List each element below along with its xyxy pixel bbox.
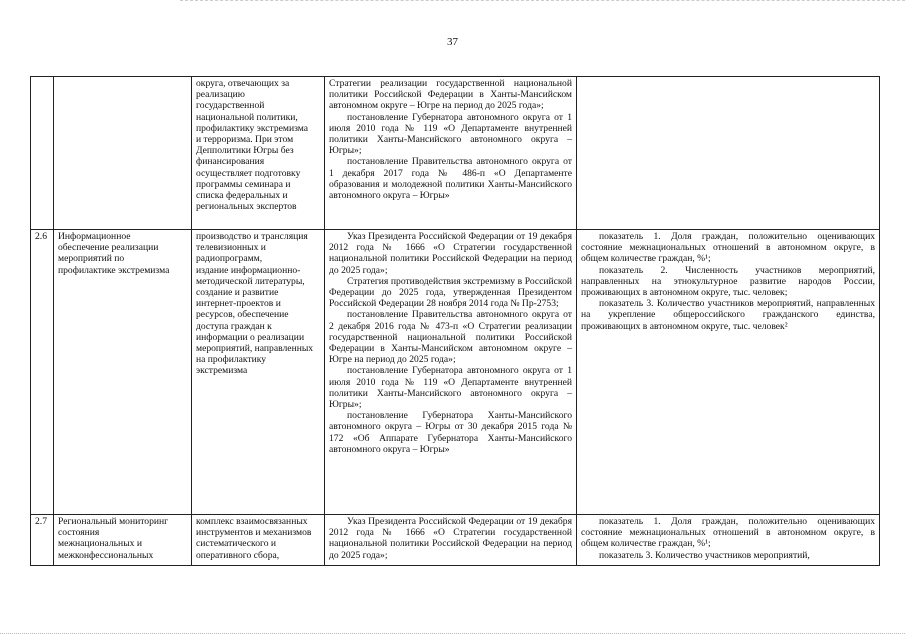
name-line: обеспечение реализации — [58, 242, 159, 254]
row-number: 2.6 — [35, 231, 47, 242]
basis-paragraph: постановление Правительства автономного округа от 2 декабря 2016 года № 473-п «О Стратегии реализации государственной национальной политики Российской Федерации в Ханты-Мансийском автономном округе – Югре на период до 2025 года»; — [329, 309, 572, 366]
basis-paragraph: Указ Президента Российской Федерации от 19 декабря 2012 года № 1666 «О Стратегии государственной национальной политики Российской Федерации на период до 2025 года»; — [329, 231, 572, 276]
basis-paragraph: постановление Губернатора автономного округа от 1 июля 2010 года № 119 «О Департаменте внутренней политики Ханты-Мансийского автономного округа – Югры»; — [329, 111, 572, 157]
page-number: 37 — [447, 36, 458, 48]
row-number: 2.7 — [35, 516, 47, 527]
mechanism-line: информации о реализации — [196, 331, 305, 343]
mechanism-line: на профилактику — [196, 354, 267, 366]
basis-paragraph: Стратегия противодействия экстремизму в Российской Федерации до 2025 года, утвержденная Президентом Российской Федерации 28 ноября 2014 года № Пр-2753; — [329, 275, 572, 310]
mechanism-line: государственной — [196, 100, 265, 112]
mechanism-line: мероприятий, направленных — [196, 343, 314, 355]
indicators-paragraph: показатель 1. Доля граждан, положительно оценивающих состояние межнациональных отношений в автономном округе, в общем количестве граждан, %¹; — [581, 231, 875, 265]
mechanism-line: производство и трансляция — [196, 231, 308, 242]
mechanism-line: телевизионных и — [196, 242, 266, 254]
mechanism-line: радиопрограмм, — [196, 253, 263, 265]
measure-name-cell — [54, 77, 192, 230]
table-row — [31, 515, 880, 566]
table-row — [31, 77, 880, 230]
mechanism-line: списка федеральных и — [196, 190, 288, 202]
measure-name-cell — [54, 230, 192, 515]
name-line: мероприятий по — [58, 253, 125, 265]
legal-basis-cell — [325, 230, 577, 515]
mechanism-line: ресурсов, обеспечение — [196, 309, 289, 321]
mechanism-line: экстремизма — [196, 365, 248, 377]
indicators-paragraph: показатель 3. Количество участников мероприятий, — [599, 549, 810, 561]
mechanism-line: и терроризма. При этом — [196, 134, 294, 146]
basis-paragraph: постановление Губернатора Ханты-Мансийского автономного округа – Югры от 30 декабря 2015 года № 172 «Об Аппарате Губернатора Ханты-Мансийского автономного округа – Югры» — [329, 410, 572, 455]
mechanism-line: профилактику экстремизма — [196, 122, 308, 134]
mechanism-line: осуществляет подготовку — [196, 167, 301, 179]
basis-paragraph: Указ Президента Российской Федерации от 19 декабря 2012 года № 1666 «О Стратегии государственной национальной политики Российской Федерации на период до 2025 года»; — [329, 516, 572, 561]
scan-edge-bottom — [0, 633, 905, 634]
name-line: состояния — [58, 527, 100, 539]
row-number-cell — [31, 77, 54, 230]
indicators-paragraph: показатель 3. Количество участников мероприятий, направленных на укрепление общероссийского гражданского единства, проживающих в автономном округе, тыс. человек² — [581, 298, 875, 332]
indicators-paragraph: показатель 1. Доля граждан, положительно оценивающих состояние межнациональных отношений в автономном округе, в общем количестве граждан, %¹; — [581, 516, 875, 550]
basis-paragraph: постановление Губернатора автономного округа от 1 июля 2010 года № 119 «О Департаменте внутренней политики Ханты-Мансийского автономного округа – Югры»; — [329, 365, 572, 411]
name-line: межконфессиональных — [58, 549, 154, 561]
mechanism-line: систематического и — [196, 538, 277, 550]
mechanism-line: оперативного сбора, — [196, 549, 280, 561]
mechanism-line: доступа граждан к — [196, 320, 272, 332]
mechanism-line: программы семинара и — [196, 178, 291, 190]
indicators-cell — [577, 515, 880, 566]
table-row — [31, 230, 880, 515]
indicators-paragraph: показатель 2. Численность участников мероприятий, направленных на этнокультурное развитие народов России, проживающих в автономном округе, тыс. человек; — [581, 264, 875, 299]
mechanism-line: создание и развитие — [196, 287, 279, 299]
basis-paragraph: Стратегии реализации государственной национальной политики Российской Федерации в Ханты-Мансийском автономном округе – Югре на период до 2025 года»; — [329, 78, 572, 112]
mechanism-line: Депполитики Югры без — [196, 145, 294, 157]
mechanism-line: округа, отвечающих за — [196, 78, 290, 89]
name-line: межнациональных и — [58, 538, 142, 550]
indicators-cell — [577, 77, 880, 230]
mechanism-line: издание информационно- — [196, 264, 301, 276]
mechanism-line: инструментов и механизмов — [196, 527, 312, 539]
mechanism-line: реализацию — [196, 89, 245, 101]
mechanism-line: финансирования — [196, 156, 265, 168]
row-number-cell — [31, 230, 54, 515]
measure-name-cell — [54, 515, 192, 566]
legal-basis-cell — [325, 77, 577, 230]
mechanism-cell — [192, 230, 325, 515]
mechanism-line: методической литературы, — [196, 275, 305, 287]
mechanism-line: комплекс взаимосвязанных — [196, 516, 308, 527]
legal-basis-cell — [325, 515, 577, 566]
mechanism-line: региональных экспертов — [196, 201, 297, 213]
indicators-cell — [577, 230, 880, 515]
scan-edge-top — [180, 0, 905, 2]
mechanism-line: национальной политики, — [196, 111, 298, 123]
name-line: Информационное — [58, 231, 131, 242]
mechanism-cell — [192, 515, 325, 566]
mechanism-line: интернет-проектов и — [196, 298, 281, 310]
basis-paragraph: постановление Правительства автономного округа от 1 декабря 2017 года № 486-п «О Департаменте образования и молодежной политики Ханты-Мансийского автономного округа – Югры» — [329, 156, 572, 202]
row-number-cell — [31, 515, 54, 566]
mechanism-cell — [192, 77, 325, 230]
name-line: Региональный мониторинг — [58, 516, 169, 527]
name-line: профилактике экстремизма — [58, 264, 170, 276]
measures-table — [30, 76, 880, 566]
